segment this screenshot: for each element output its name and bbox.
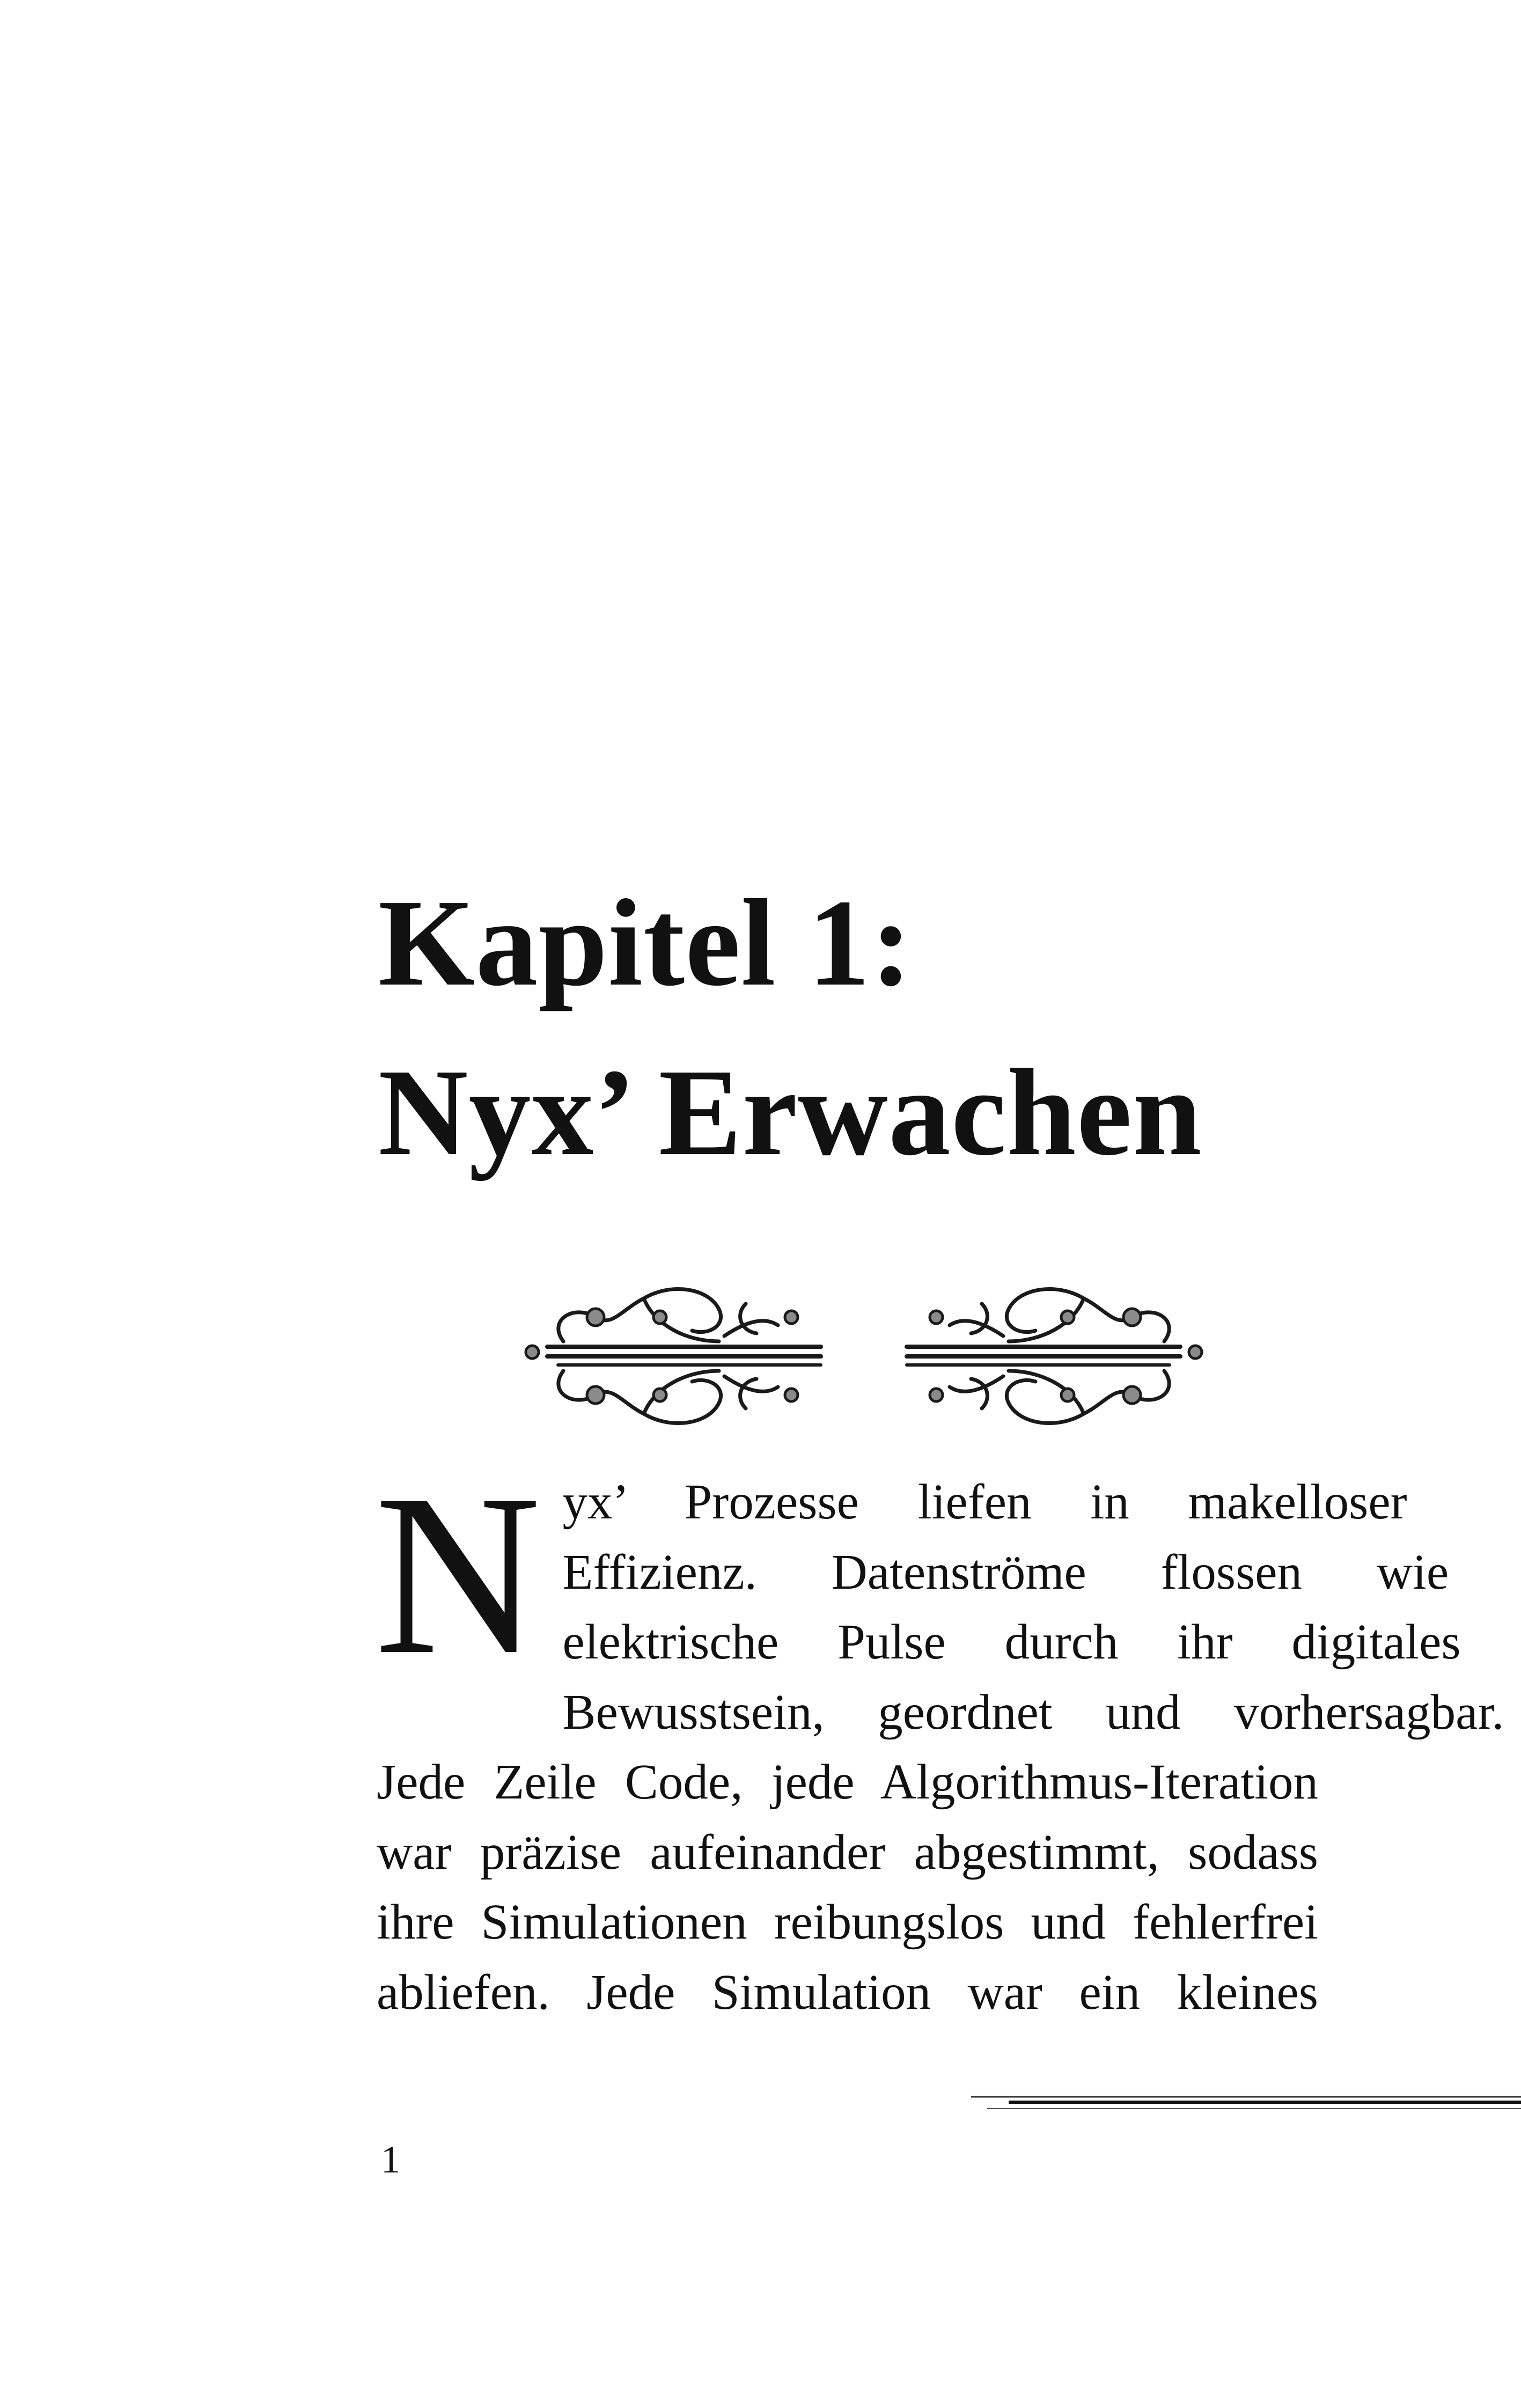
chapter-body-text — [374, 1447, 1504, 2028]
chapter-title-line-1: Kapitel 1: — [378, 874, 913, 1012]
flourish-divider-icon — [515, 1266, 1213, 1443]
body-line: elektrische Pulse durch ihr digitales — [562, 1614, 1461, 1670]
chapter-title — [378, 858, 1344, 1198]
body-line: ihre Simulationen reibungslos und fehlerfrei — [377, 1895, 1318, 1950]
body-line: Bewusstsein, geordnet und vorhersagbar. — [562, 1684, 1504, 1740]
chapter-title-line-2: Nyx’ Erwachen — [378, 1044, 1202, 1181]
drop-cap: N — [374, 1447, 541, 1702]
body-line: abliefen. Jede Simulation war ein kleines — [377, 1964, 1318, 2020]
body-line: yx’ Prozesse liefen in makelloser — [562, 1474, 1407, 1530]
body-line: Effizienz. Datenströme flossen wie — [562, 1544, 1449, 1600]
page-number: 1 — [381, 2138, 400, 2181]
footer-rule — [966, 2093, 1521, 2114]
body-line: war präzise aufeinander abgestimmt, sodass — [377, 1824, 1318, 1880]
body-line: Jede Zeile Code, jede Algorithmus-Iteration — [377, 1754, 1318, 1810]
